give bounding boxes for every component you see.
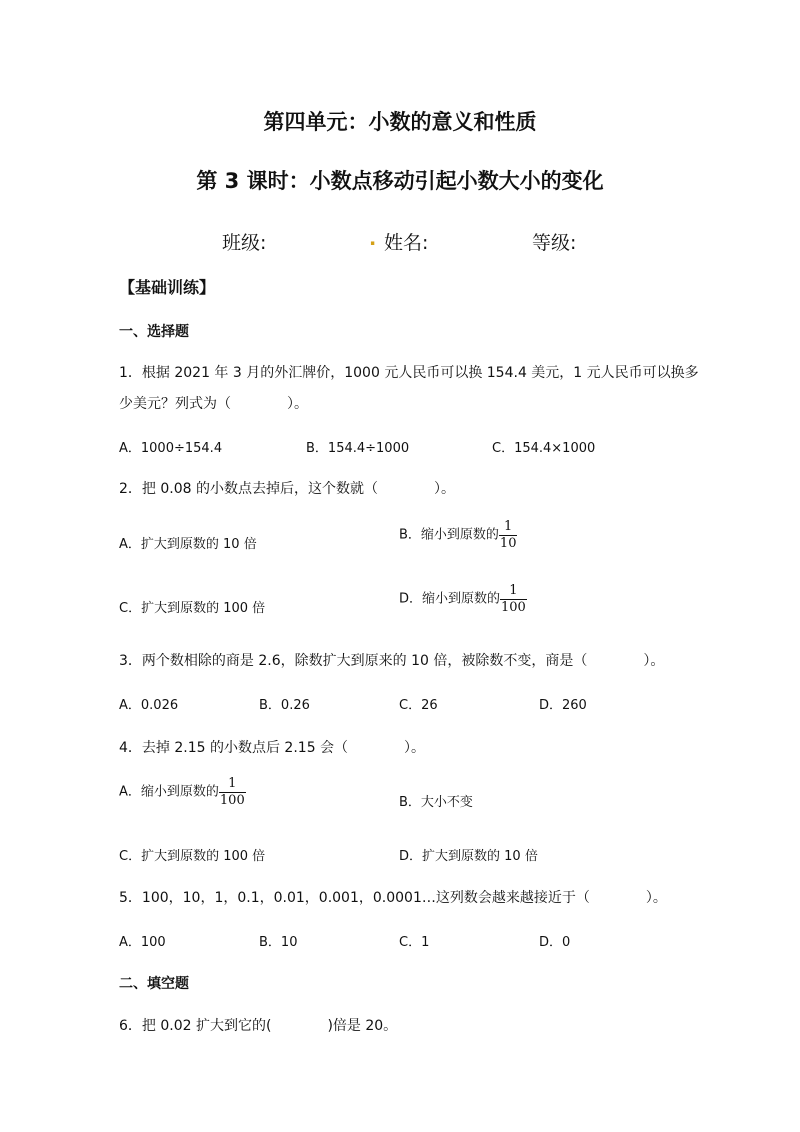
q3-option-a: A．0.026 [119, 698, 179, 713]
class-label: 班级: [222, 232, 267, 254]
q6-question: 6．把 0.02 扩大到它的( )倍是 20。 [119, 1018, 398, 1034]
page-title: 第四单元：小数的意义和性质 [263, 110, 537, 134]
q2-option-b [399, 520, 517, 550]
q3-question: 3．两个数相除的商是 2.6，除数扩大到原来的 10 倍，被除数不变，商是（ ）。 [119, 653, 665, 669]
q2-option-c: C．扩大到原数的 100 倍 [119, 601, 266, 616]
q2-option-d-text: D．缩小到原数的 [399, 591, 501, 607]
q2-option-d-fraction [500, 584, 527, 614]
name-label: 姓名: [384, 232, 429, 254]
q4-option-a-fraction [219, 777, 246, 807]
q2-option-b-fraction [499, 520, 518, 550]
grade-label: 等级: [532, 232, 577, 254]
q4-option-a [119, 777, 246, 807]
q5-question: 5．100，10，1，0.1，0.01，0.001，0.0001…这列数会越来越接近于（ ）。 [119, 890, 667, 906]
q1-option-c: C．154.4×1000 [492, 441, 596, 456]
q4-option-a-text: A．缩小到原数的 [119, 784, 219, 800]
fraction-denominator: 100 [219, 792, 245, 808]
fraction-numerator: 1 [228, 776, 237, 791]
q1-option-b: B．154.4÷1000 [306, 441, 410, 456]
q2-option-d [399, 584, 527, 614]
q3-option-d: D．260 [539, 698, 587, 713]
part1-heading: 一、选择题 [119, 324, 189, 340]
fraction-denominator: 100 [501, 599, 526, 615]
q5-option-a: A．100 [119, 935, 166, 950]
lesson-subtitle: 第 3 课时：小数点移动引起小数大小的变化 [196, 169, 604, 193]
q2-option-b-text: B．缩小到原数的 [399, 527, 499, 543]
section-basic-training: 【基础训练】 [119, 278, 216, 297]
q5-option-d: D．0 [539, 935, 571, 950]
q1-option-a: A．1000÷154.4 [119, 441, 223, 456]
fraction-denominator: 10 [499, 535, 517, 551]
q5-option-b: B．10 [259, 935, 298, 950]
q3-option-c: C．26 [399, 698, 438, 713]
q4-option-b: B．大小不变 [399, 795, 473, 810]
part2-heading: 二、填空题 [119, 976, 189, 992]
q4-option-d: D．扩大到原数的 10 倍 [399, 849, 538, 864]
q2-question: 2．把 0.08 的小数点去掉后，这个数就（ ）。 [119, 481, 455, 497]
q2-option-a: A．扩大到原数的 10 倍 [119, 537, 257, 552]
q4-question: 4．去掉 2.15 的小数点后 2.15 会（ ）。 [119, 740, 426, 756]
q4-option-c: C．扩大到原数的 100 倍 [119, 849, 266, 864]
q1-line2: 少美元？列式为（ ）。 [119, 396, 308, 412]
name-marker-dot: . [369, 228, 377, 250]
q5-option-c: C．1 [399, 935, 430, 950]
fraction-numerator: 1 [509, 583, 518, 598]
q3-option-b: B．0.26 [259, 698, 310, 713]
q1-line1: 1．根据 2021 年 3 月的外汇牌价，1000 元人民币可以换 154.4 美元，1 元人民币可以换多 [119, 365, 699, 381]
fraction-numerator: 1 [504, 519, 513, 534]
